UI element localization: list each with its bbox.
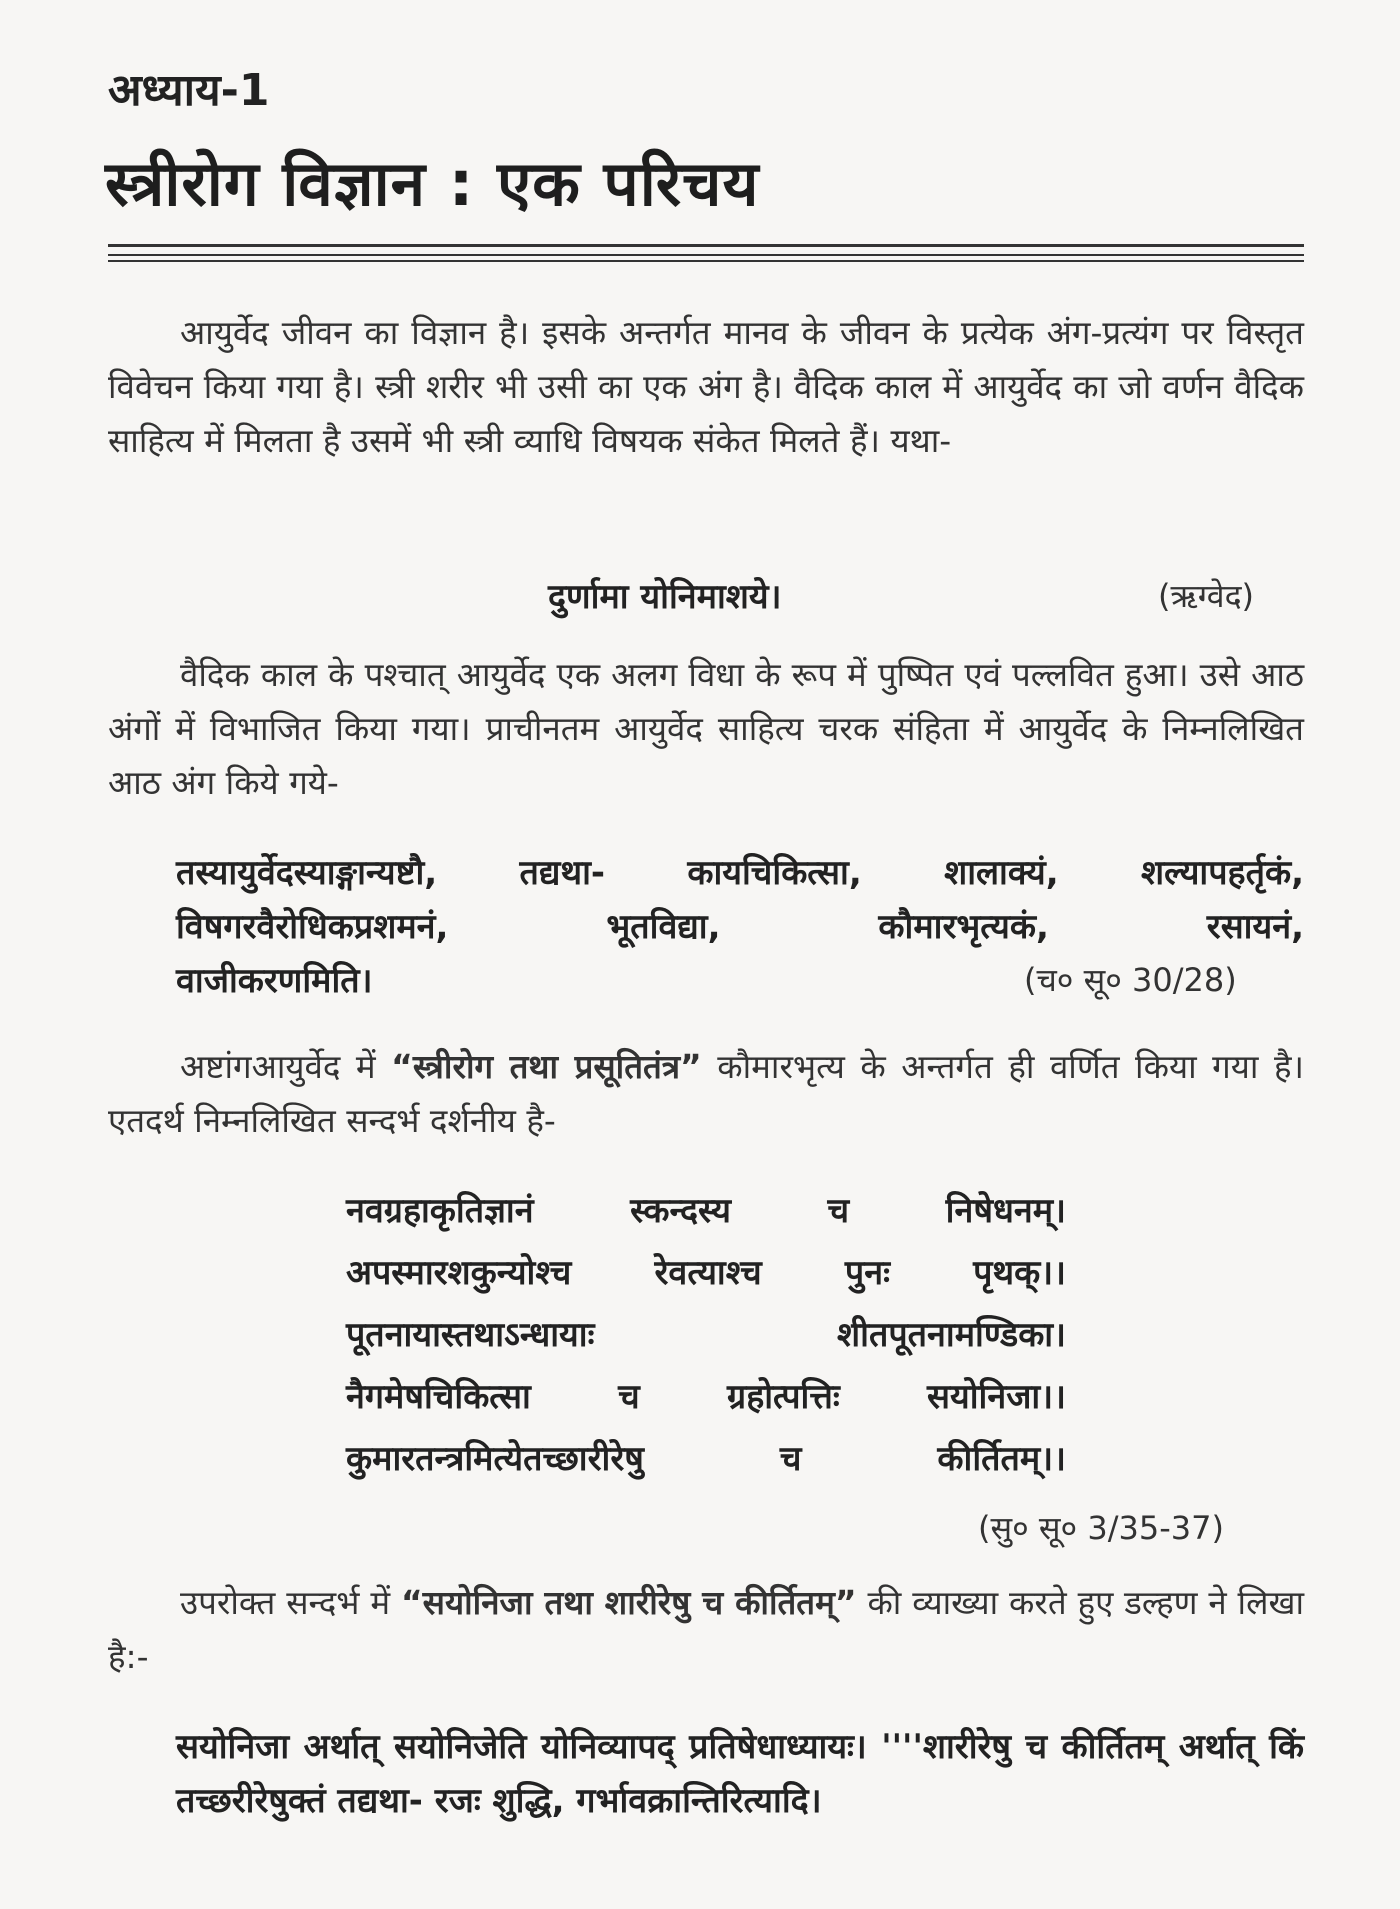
chapter-title: स्त्रीरोग विज्ञान : एक परिचय [105, 147, 760, 220]
verse-line-4: नैगमेषचिकित्सा च ग्रहोत्पत्तिः सयोनिजा।। [346, 1377, 1066, 1417]
sushruta-reference: (सु० सू० 3/35-37) [978, 1509, 1224, 1547]
ashtanga-paragraph: वैदिक काल के पश्चात् आयुर्वेद एक अलग विधा के रूप में पुष्पित एवं पल्लवित हुआ। उसे आठ अंगों में विभाजित किया गया। प्राचीनतम आयुर्वेद साहित्य चरक संहिता में आयुर्वेद के निम्नलिखित आठ अंग किये गये- [108, 655, 1304, 802]
charaka-quote-line-1: तस्यायुर्वेदस्याङ्गान्यष्टौ, तद्यथा- कायचिकित्सा, शालाक्यं, शल्यापहर्तृकं, [176, 853, 1304, 893]
verse-line-3: पूतनायास्तथाऽन्धायाः शीतपूतनामण्डिका। [346, 1315, 1066, 1355]
charaka-reference: (च० सू० 30/28) [1024, 961, 1237, 999]
rigveda-reference: (ऋग्वेद) [1158, 577, 1255, 615]
verse-line-2: अपस्मारशकुन्योश्च रेवत्याश्च पुनः पृथक्।। [346, 1253, 1066, 1293]
title-rule-middle [108, 254, 1304, 256]
verse-line-1: नवग्रहाकृतिज्ञानं स्कन्दस्य च निषेधनम्। [346, 1191, 1066, 1231]
title-rule-top [108, 244, 1304, 247]
chapter-label: अध्याय-1 [108, 65, 270, 116]
title-rule-bottom [108, 260, 1304, 262]
dalhana-commentary-quote: सयोनिजा अर्थात् सयोनिजेति योनिव्यापद् प्रतिषेधाध्यायः। ''''शारीरेषु च कीर्तितम् अर्थात् किं तच्छरीरेषुक्तं तद्यथा- रजः शुद्धि, गर्भावक्रान्तिरित्यादि। [176, 1727, 1304, 1821]
verse-line-5: कुमारतन्त्रमित्येतच्छारीरेषु च कीर्तितम्।। [346, 1439, 1066, 1479]
charaka-quote-line-3: वाजीकरणमिति। [176, 961, 373, 1001]
dalhana-paragraph: उपरोक्त सन्दर्भ में “सयोनिजा तथा शारीरेषु च कीर्तितम्” की व्याख्या करते हुए डल्हण ने लिखा है:- [108, 1583, 1305, 1676]
kaumarbhritya-paragraph: अष्टांगआयुर्वेद में “स्त्रीरोग तथा प्रसूतितंत्र” कौमारभृत्य के अन्तर्गत ही वर्णित किया गया है। एतदर्थ निम्नलिखित सन्दर्भ दर्शनीय है- [108, 1047, 1304, 1140]
charaka-quote-line-2: विषगरवैरोधिकप्रशमनं, भूतविद्या, कौमारभृत्यकं, रसायनं, [176, 907, 1304, 947]
intro-paragraph: आयुर्वेद जीवन का विज्ञान है। इसके अन्तर्गत मानव के जीवन के प्रत्येक अंग-प्रत्यंग पर विस्तृत विवेचन किया गया है। स्त्री शरीर भी उसी का एक अंग है। वैदिक काल में आयुर्वेद का जो वर्णन वैदिक साहित्य में मिलता है उसमें भी स्त्री व्याधि विषयक संकेत मिलते हैं। यथा- [108, 313, 1304, 460]
rigveda-quote: दुर्णामा योनिमाशये। [548, 577, 782, 617]
